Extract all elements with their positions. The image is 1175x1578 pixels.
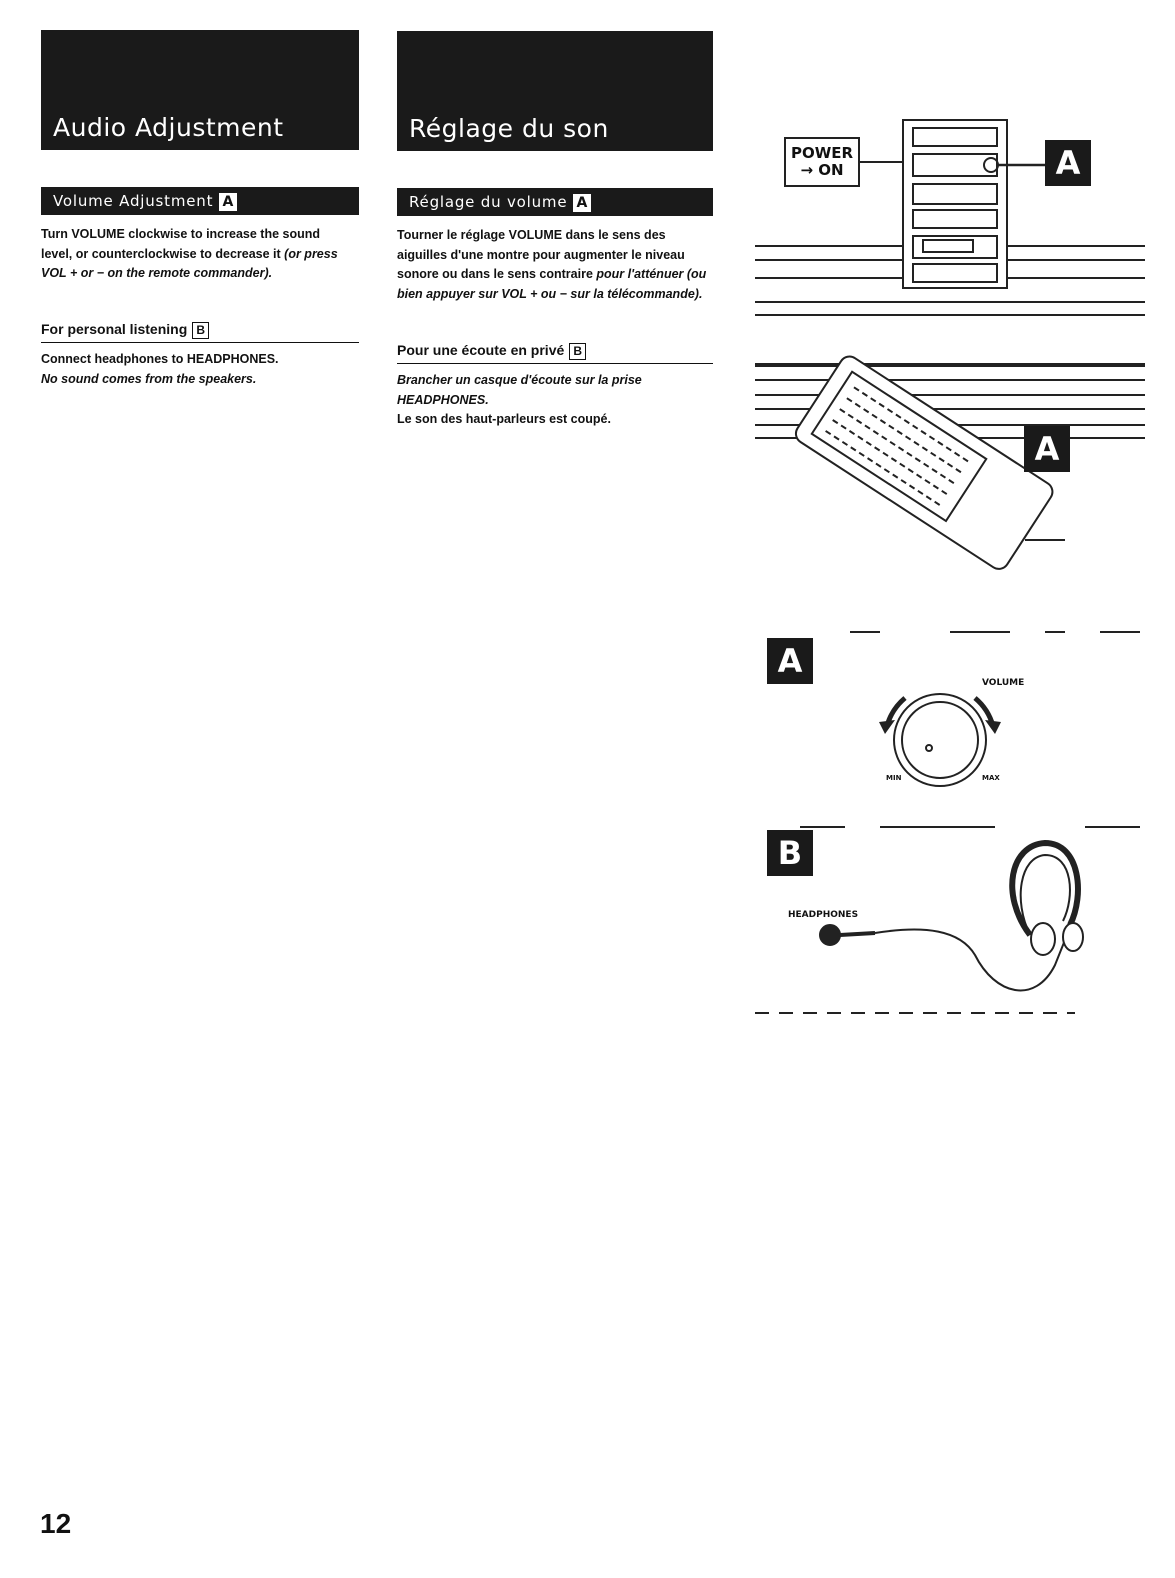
ecoute-privee-text xyxy=(397,371,707,430)
volume-paragraph-fr xyxy=(397,226,707,304)
section-title-volume-fr: Réglage du volume xyxy=(409,193,568,211)
title-banner-english xyxy=(41,30,359,150)
volume-text-fr: Tourner le réglage VOLUME dans le sens des aiguilles d'une montre pour augmenter le niveau sonore ou dans le sens contraire xyxy=(397,228,685,281)
stereo-unit-illustration xyxy=(755,110,1175,320)
headphones-illustration xyxy=(755,825,1155,1025)
volume-note-en: (or press VOL + or − on the remote commander). xyxy=(41,246,338,280)
speakers-note-fr: Le son des haut-parleurs est coupé. xyxy=(397,412,611,426)
section-heading-volume-fr xyxy=(397,188,713,216)
section-badge-fr: A xyxy=(573,194,591,212)
page-title-english: Audio Adjustment xyxy=(53,113,284,142)
headphones-instruction-en: Connect headphones to HEADPHONES. xyxy=(41,352,279,366)
personal-listening-badge: B xyxy=(192,322,209,339)
ecoute-privee-heading xyxy=(397,342,713,364)
remote-commander-illustration xyxy=(755,335,1175,585)
section-badge-en: A xyxy=(219,193,237,211)
volume-knob-illustration xyxy=(755,630,1155,810)
volume-paragraph-en xyxy=(41,225,341,284)
volume-text-en: Turn VOLUME clockwise to increase the sound level, or counterclockwise to decrease it xyxy=(41,227,320,261)
page-number: 12 xyxy=(40,1508,72,1539)
page-title-french: Réglage du son xyxy=(409,114,609,143)
headphones-jack-label: HEADPHONES xyxy=(788,910,859,920)
marker-b-headphones: B xyxy=(767,830,813,876)
marker-a-remote: A xyxy=(1024,426,1070,472)
personal-listening-title: For personal listening xyxy=(41,321,188,337)
marker-a-knob: A xyxy=(767,638,813,684)
marker-a-stereo: A xyxy=(1045,140,1091,186)
power-on-label xyxy=(790,145,854,179)
headphones-instruction-fr: Brancher un casque d'écoute sur la prise HEADPHONES. xyxy=(397,373,642,407)
section-title-volume-en: Volume Adjustment xyxy=(53,192,214,210)
volume-note-fr: pour l'atténuer (ou bien appuyer sur VOL + ou − sur la télécommande). xyxy=(397,267,707,301)
personal-listening-text xyxy=(41,350,359,389)
power-label: POWER xyxy=(790,144,854,162)
min-label: MIN xyxy=(886,774,902,782)
title-banner-french xyxy=(397,31,713,151)
ecoute-privee-title: Pour une écoute en privé xyxy=(397,342,565,358)
on-label: → ON xyxy=(800,161,844,179)
volume-label: VOLUME xyxy=(982,678,1025,688)
speakers-note-en: No sound comes from the speakers. xyxy=(41,371,257,386)
ecoute-privee-badge: B xyxy=(569,343,586,360)
personal-listening-heading xyxy=(41,321,359,343)
section-heading-volume-en xyxy=(41,187,359,215)
max-label: MAX xyxy=(982,774,1000,782)
